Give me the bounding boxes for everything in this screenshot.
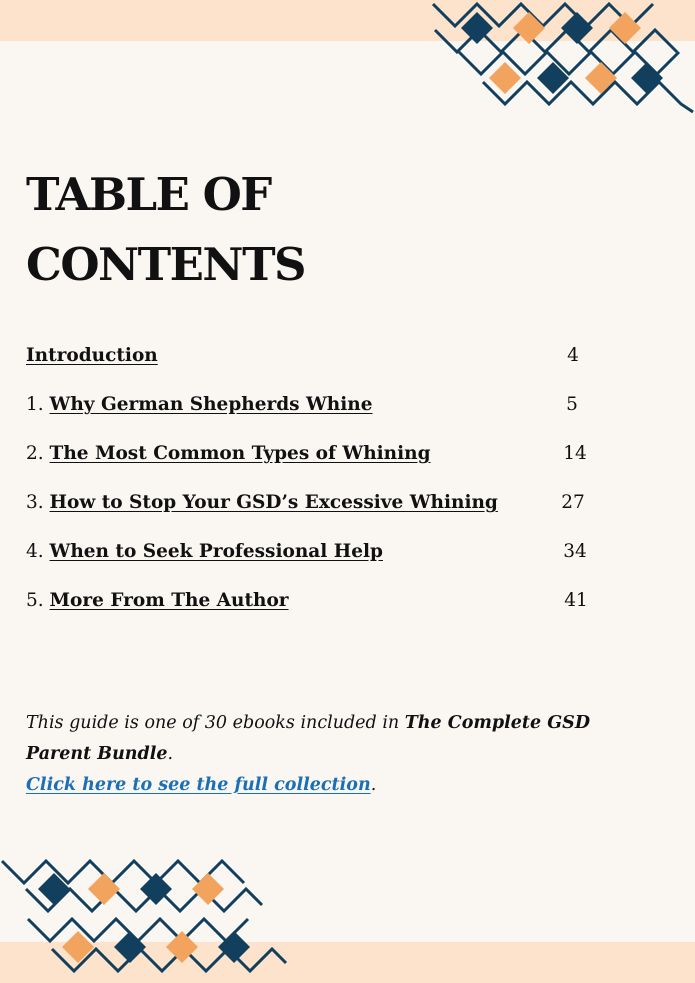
title-line-1: TABLE OF <box>26 168 271 221</box>
diamond-pattern-top <box>425 0 695 115</box>
toc-entry-page: 41 <box>564 590 588 611</box>
toc-entry-number: 3. <box>26 492 50 513</box>
promo-text-end: . <box>167 743 174 764</box>
toc-entry-link[interactable]: Why German Shepherds Whine <box>49 394 373 415</box>
toc-entry-number: 4. <box>26 541 50 562</box>
toc-entry-page: 5 <box>566 394 578 415</box>
full-collection-link[interactable]: Click here to see the full collection <box>26 774 371 795</box>
table-of-contents <box>26 345 606 639</box>
toc-entry-page: 14 <box>563 443 587 464</box>
toc-entry-link[interactable]: When to Seek Professional Help <box>49 541 383 562</box>
toc-entry-number: 5. <box>26 590 50 611</box>
page-title <box>26 160 386 300</box>
toc-entry-link[interactable]: Introduction <box>26 345 158 366</box>
toc-entry-page: 4 <box>567 345 579 366</box>
toc-entry-link[interactable]: More From The Author <box>49 590 289 611</box>
toc-entry-number: 1. <box>26 394 50 415</box>
toc-entry-chapter-1[interactable] <box>26 394 606 443</box>
toc-entry-link[interactable]: The Most Common Types of Whining <box>49 443 431 464</box>
title-line-2: CONTENTS <box>26 238 306 291</box>
toc-entry-introduction[interactable] <box>26 345 606 394</box>
toc-entry-chapter-2[interactable] <box>26 443 606 492</box>
bundle-promo <box>26 708 590 801</box>
toc-entry-chapter-4[interactable] <box>26 541 606 590</box>
bundle-name: The Complete GSD Parent Bundle <box>26 712 590 764</box>
diamond-pattern-bottom <box>0 855 290 983</box>
toc-entry-link[interactable]: How to Stop Your GSD’s Excessive Whining <box>49 492 498 513</box>
toc-entry-chapter-3[interactable] <box>26 492 606 541</box>
promo-text: This guide is one of 30 ebooks included in <box>26 712 405 733</box>
toc-entry-page: 34 <box>563 541 587 562</box>
link-suffix: . <box>370 774 377 795</box>
toc-entry-chapter-5[interactable] <box>26 590 606 639</box>
toc-entry-page: 27 <box>561 492 585 513</box>
toc-entry-number: 2. <box>26 443 50 464</box>
